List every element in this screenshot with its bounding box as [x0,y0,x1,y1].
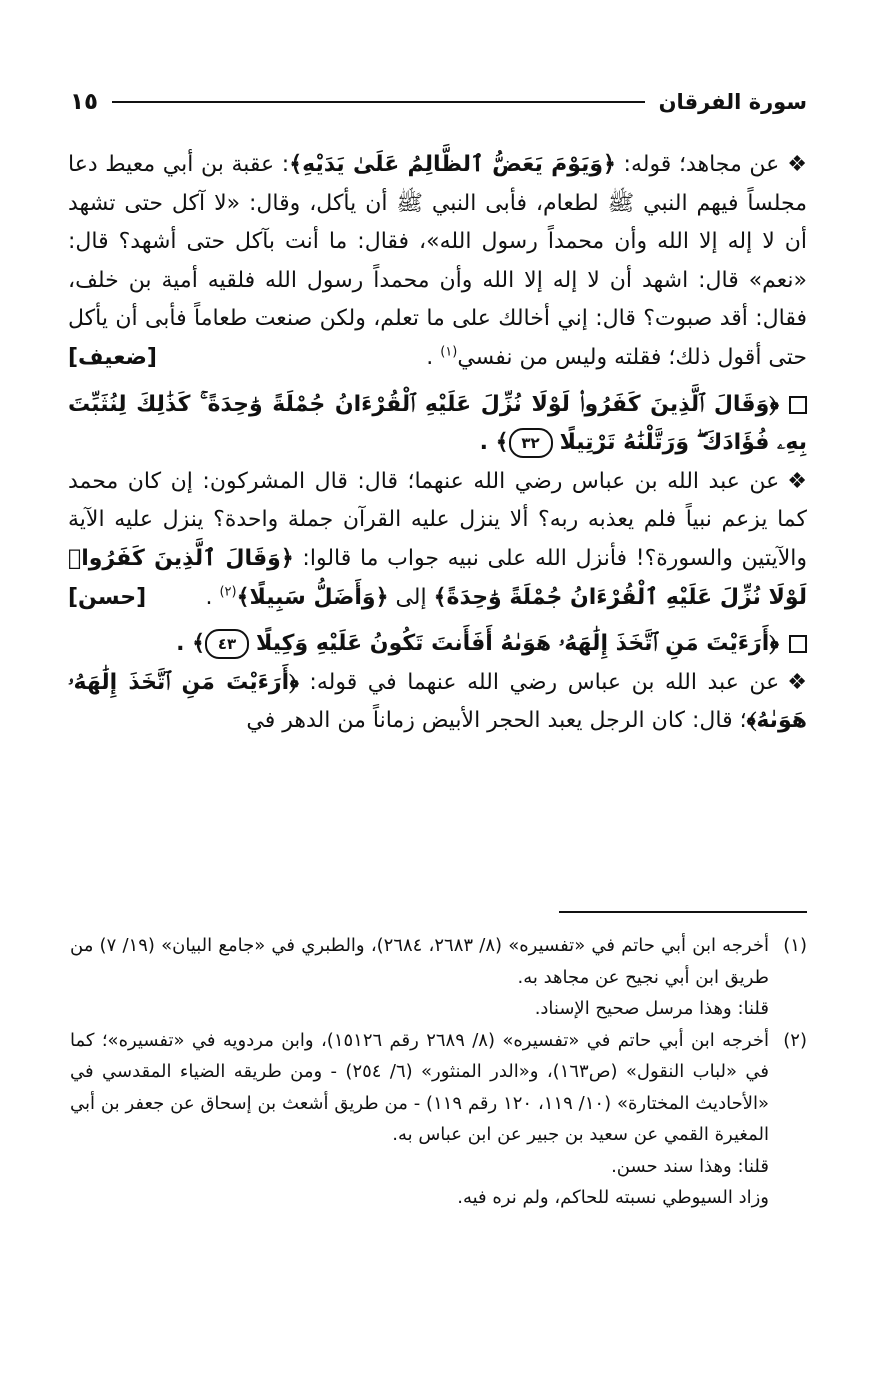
verse-heading [68,386,807,463]
square-bullet-icon [789,396,807,414]
quran-quote: ﴿وَقَالَ ٱلَّذِينَ كَفَرُوا۟ لَوْلَا نُزِّلَ عَلَيْهِ ٱلْقُرْءَانُ جُمْلَةً وَٰحِدَةً﴾ [68,545,807,610]
square-bullet-icon [789,635,807,653]
ayah-number: ٣٢ [509,428,553,458]
footnote-text: أخرجه ابن أبي حاتم في «تفسيره» (٨/ ٢٦٨٣، ٢٦٨٤)، والطبري في «جامع البيان» (١٩/ ٧) من طريق ابن أبي نجيح عن مجاهد به. [70,935,769,988]
hadith-grade: [ضعيف] [68,344,157,370]
footnote-separator [559,911,807,913]
verse-heading [68,625,807,664]
footnote-text: أخرجه ابن أبي حاتم في «تفسيره» (٨/ ٢٦٨٩ رقم ١٥١٢٦)، وابن مردويه في «تفسيره»؛ كما في «لباب النقول» (ص١٦٣)، و«الدر المنثور» (٦/ ٢٥٤) - ومن طريقه الضياء المقدسي في «الأحاديث المختارة» (١٠/ ١١٩، ١٢٠ رقم ١١٩) - من طريق أشعث بن إسحاق عن جعفر بن أبي المغيرة القمي عن سعيد بن جبير عن ابن عباس به. [70,1029,769,1145]
verse-text: ﴿وَقَالَ ٱلَّذِينَ كَفَرُوا۟ لَوْلَا نُزِّلَ عَلَيْهِ ٱلْقُرْءَانُ جُمْلَةً وَٰحِدَةً ۚ كَذَٰلِكَ لِنُثَبِّتَ بِهِۦ فُؤَادَكَ ۖ وَرَتَّلْنَٰهُ تَرْتِيلًا [68,391,807,456]
narration-text: عن مجاهد؛ قوله: [615,152,780,177]
footnote [70,1025,807,1214]
narration-text: عن عبد الله بن عباس رضي الله عنهما؛ قال: قال المشركون: إن كان محمد كما يزعم نبياً فلم يعذبه ربه؟ ألا ينزل عليه القرآن جملة واحدة؟ ينزل عليه الآية والآيتين والسورة؟! فأنزل الله على نبيه جواب ما قالوا: [68,468,807,571]
ayah-number: ٤٣ [205,629,249,659]
hadith-grade: [حسن] [68,584,147,610]
footnote-number: (٢) [783,1029,807,1051]
narration-text: ؛ قال: كان الرجل يعبد الحجر الأبيض زماناً من الدهر في [246,708,747,734]
header-rule [112,101,644,103]
period: . [426,344,441,370]
main-text [68,146,807,741]
narration-paragraph [68,463,807,617]
narration-text: : عقبة بن أبي معيط دعا مجلساً فيهم النبي ﷺ لطعام، فأبى النبي ﷺ أن يأكل، وقال: «لا آكل حتى تشهد أن لا إله إلا الله وأن محمداً رسول الله»، فقال: ما أنت بآكل حتى أشهد؟ قال: «نعم» قال: اشهد أن لا إله إلا الله وأن محمداً رسول الله فلقيه أمية بن خلف، فقال: أقد صبوت؟ قال: إني أخالك على ما تعلم، ولكن صنعت طعاماً فأبى أن يأكل حتى أقول ذلك؛ فقلته وليس من نفسي [68,152,807,370]
diamond-bullet-icon: ❖ [787,152,808,177]
verse-text: ﴿أَرَءَيْتَ مَنِ ٱتَّخَذَ إِلَٰهَهُۥ هَوَىٰهُ أَفَأَنتَ تَكُونُ عَلَيْهِ وَكِيلًا [256,631,779,657]
quran-quote: ﴿وَيَوْمَ يَعَضُّ ٱلظَّالِمُ عَلَىٰ يَدَيْهِ﴾ [289,152,616,177]
page-header [70,82,807,122]
narration-paragraph [68,146,807,378]
surah-title: سورة الفرقان [658,90,807,114]
quran-quote: ﴿وَأَضَلُّ سَبِيلًا﴾ [236,584,389,610]
verse-close: ﴾ . [176,631,205,657]
footnote-text: وزاد السيوطي نسبته للحاكم، ولم نره فيه. [457,1187,769,1208]
narration-text: إلى [388,584,434,610]
diamond-bullet-icon: ❖ [787,468,807,494]
footnote-number: (١) [783,935,807,956]
footnote [70,930,807,1025]
period: . [205,584,220,610]
verse-close: ﴾ . [479,430,509,456]
page-number: ١٥ [70,89,99,115]
narration-text: عن عبد الله بن عباس رضي الله عنهما في قوله: [298,669,780,695]
quran-quote: ﴿أَرَءَيْتَ مَنِ ٱتَّخَذَ إِلَٰهَهُۥ هَوَىٰهُ﴾ [68,669,807,734]
footnote-ref[interactable]: (٢) [219,584,237,600]
footnote-text: قلنا: وهذا سند حسن. [611,1155,769,1177]
diamond-bullet-icon: ❖ [787,669,807,695]
footnote-ref[interactable]: (١) [440,344,458,360]
footnotes [70,930,807,1214]
narration-paragraph [68,664,807,741]
footnote-text: قلنا: وهذا مرسل صحيح الإسناد. [534,998,769,1019]
